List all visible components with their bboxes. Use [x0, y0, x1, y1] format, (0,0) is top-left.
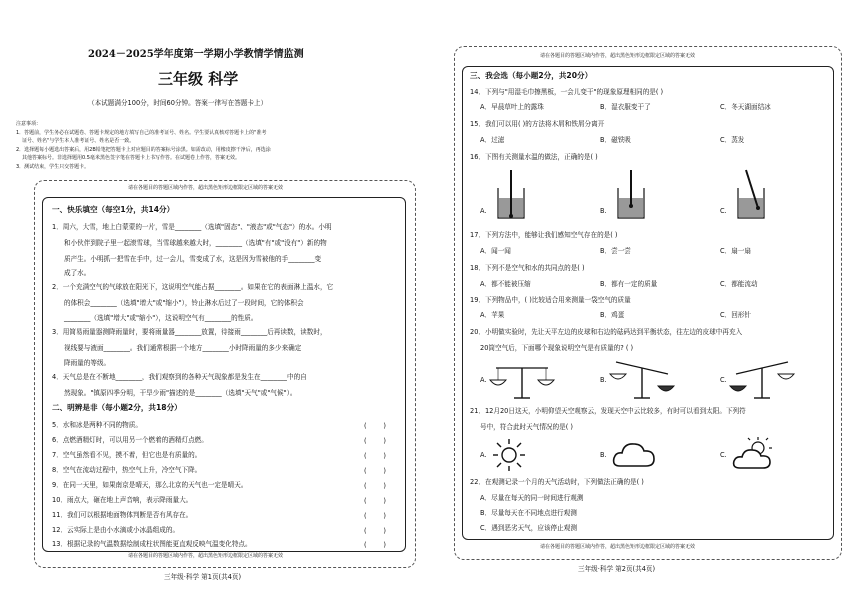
judge-item: 7．空气虽然看不见，摸不着，但它也是有质量的。: [52, 451, 202, 459]
answer-area-footer: 请在各题目的答题区域内作答，超出黑色矩形边框限定区域的答案无效: [540, 544, 696, 550]
fill-line: 的体积会________（选填"增大"或"缩小"），铃止淋水后过了一段时间，它的体积会: [64, 299, 304, 307]
section-3-title: 三、我会选（每小题2分，共20分）: [470, 71, 593, 80]
answer-area-header: 请在各题目的答题区域内作答，超出黑色矩形边框限定区域的答案无效: [540, 53, 696, 59]
fill-line: 4．天气总是在不断地________，我们观察到的各种天气现象都是发生在________中的自: [52, 373, 307, 381]
partly-cloudy-icon: [732, 436, 776, 472]
option-c: C．回形针: [720, 311, 751, 319]
note-line: 3．测试结束，学生只交答题卡。: [16, 164, 90, 170]
answer-paren: ( ): [364, 452, 386, 460]
question-16-stem: 16．下图有关测量水温的做法，正确的是( ): [470, 153, 598, 161]
option-a: A．早晨草叶上的露珠: [480, 103, 544, 111]
balance-scale-icon: [490, 358, 554, 402]
answer-paren: ( ): [364, 527, 386, 535]
section-1-title: 一、快乐填空（每空1分，共14分）: [52, 205, 175, 214]
note-line: 证号、姓名"与学生本人准考证号、姓名是否一致。: [22, 138, 135, 144]
option-a: A．尽量在每天的同一时间进行观测: [480, 494, 584, 502]
answer-paren: ( ): [364, 482, 386, 490]
question-20-stem-cont: 20筒空气后，下面哪个现象说明空气是有质量的? ( ): [480, 344, 634, 352]
option-a: A．过滤: [480, 136, 505, 144]
exam-subtitle: 三年级 科学: [158, 70, 239, 88]
option-b: B．鸡蛋: [600, 311, 625, 319]
exam-page-1: [0, 0, 428, 608]
page-footer: 三年级·科学 第2页(共4页): [578, 565, 656, 573]
option-c: C.: [720, 451, 727, 459]
option-c: C．遇到恶劣天气，应该停止观测: [480, 524, 577, 532]
question-20-stem: 20．小明做实验时，先让天平左边的皮球和右边的砝码达到平衡状态，往左边的皮球中再充入: [470, 328, 743, 336]
question-19-stem: 19．下列物品中，( )比较适合用来测量一袋空气的质量: [470, 296, 631, 304]
option-b: B．湿衣服变干了: [600, 103, 651, 111]
option-a: A.: [480, 451, 487, 459]
option-a: A．苹果: [480, 311, 505, 319]
judge-item: 13．根据记录的气温数据绘制成柱状图能更直观反映气温变化特点。: [52, 540, 252, 548]
option-a: A.: [480, 207, 487, 215]
judge-item: 11．我们可以根据地面物体判断是否有风存在。: [52, 511, 193, 519]
balance-scale-icon: [610, 358, 674, 402]
sun-icon: [492, 438, 526, 472]
page-footer: 三年级·科学 第1页(共4页): [164, 573, 242, 581]
question-17-stem: 17．下列方法中，能够让我们感知空气存在的是( ): [470, 231, 618, 239]
judge-item: 6．点燃酒精灯时，可以用另一个燃着的酒精灯点燃。: [52, 436, 208, 444]
question-18-stem: 18．下列不是空气和水的共同点的是( ): [470, 264, 585, 272]
exam-title: 2024－2025学年度第一学期小学教情学情监测: [88, 49, 304, 60]
option-a: A．都不能被压缩: [480, 280, 531, 288]
answer-paren: ( ): [364, 437, 386, 445]
judge-item: 9．在同一天里，如果南京是晴天，那么北京的天气也一定是晴天。: [52, 481, 248, 489]
question-21-stem: 21．12月20日这天，小明仰望天空观察云，发现天空中云比较多，有时可以看到太阳。下列符: [470, 407, 746, 415]
judge-item: 10．雨点大，砸在地上声音响，表示降雨量大。: [52, 496, 193, 504]
note-line: 2．选择题每小题选出答案后，用2B铅笔把答题卡上对应题目的答案标号涂黑。如需改动，用橡皮擦干净后，再选涂: [16, 147, 271, 153]
fill-line: 1．周六，大雪，地上白蒙蒙的一片，雪是________（选填"固态"、"液态"或"气态"）的水。小明: [52, 223, 332, 231]
option-b: B．都有一定的质量: [600, 280, 658, 288]
answer-paren: ( ): [364, 512, 386, 520]
balance-scale-icon: [730, 358, 794, 402]
note-line: 其他答案标号。非选择题用0.5毫米黑色签字笔在答题卡上书写作答。在试题卷上作答，答案无效。: [22, 155, 240, 161]
answer-paren: ( ): [364, 497, 386, 505]
question-22-stem: 22．在观测记录一个月的天气活动时，下列做法正确的是( ): [470, 478, 644, 486]
fill-line: 成了水。: [64, 269, 91, 277]
exam-info: （本试题满分100分，时间60分钟。答案一律写在答题卡上）: [88, 99, 268, 107]
answer-area-header: 请在各题目的答题区域内作答，超出黑色矩形边框限定区域的答案无效: [128, 185, 284, 191]
exam-page-2: [432, 0, 860, 608]
answer-paren: ( ): [364, 541, 386, 549]
fill-line: 视线要与液面________。我们通常根据一个地方________小时降雨量的多少来确定: [64, 344, 302, 352]
beaker-thermometer-icon: [732, 166, 772, 222]
fill-line: ________（选填"增大"或"缩小"），这说明空气有________的性质。: [64, 314, 258, 322]
judge-item: 12．云实际上是由小水滴或小冰晶组成的。: [52, 526, 180, 534]
option-c: C．都能流动: [720, 280, 758, 288]
fill-line: 2．一个充满空气的气球放在阳光下，这说明空气能占据________。如果在它的表面淋上温水，它: [52, 283, 334, 291]
question-15-stem: 15．我们可以用( )的方法将木屑和铁屑分离开: [470, 120, 605, 128]
option-b: B．磁铁吸: [600, 136, 631, 144]
beaker-thermometer-icon: [612, 166, 652, 222]
answer-paren: ( ): [364, 422, 386, 430]
notes-heading: 注意事项：: [16, 121, 42, 127]
fill-line: 质产生。小明抓一把雪在手中，过一会儿，雪变成了水，这是因为雪被他的手________变: [64, 255, 322, 263]
option-b: B.: [600, 376, 607, 384]
question-21-stem-cont: 号中，符合此时天气情况的是( ): [480, 423, 573, 431]
option-c: C．蒸发: [720, 136, 745, 144]
fill-line: 降雨量的等级。: [64, 359, 111, 367]
option-c: C．扇一扇: [720, 247, 751, 255]
fill-line: 和小伙伴到院子里一起滚雪球，当雪球越来越大时，________（选填"有"或"没有"）新的物: [64, 239, 327, 247]
note-line: 1．答题前，学生务必在试题卷、答题卡规定的地方填写自己的准考证号、姓名。学生要认真核对答题卡上的"准考: [16, 130, 267, 136]
fill-line: 然现象。"镇原四季分明，干旱少雨"描述的是________（选填"天气"或"气候"）。: [64, 389, 297, 397]
judge-item: 5．水和冰是两种不同的物质。: [52, 421, 142, 429]
beaker-thermometer-icon: [492, 166, 532, 222]
answer-area-footer: 请在各题目的答题区域内作答，超出黑色矩形边框限定区域的答案无效: [128, 553, 284, 559]
option-a: A．闻一闻: [480, 247, 511, 255]
option-a: A.: [480, 376, 487, 384]
option-b: B.: [600, 207, 607, 215]
option-b: B．尽量每天在不同地点进行观测: [480, 509, 577, 517]
question-14-stem: 14．下列与"用湿毛巾擦黑板，一会儿变干"的现象原理相同的是( ): [470, 88, 664, 96]
answer-paren: ( ): [364, 467, 386, 475]
option-c: C．冬天湖面结冰: [720, 103, 771, 111]
cloudy-icon: [612, 438, 656, 470]
option-c: C.: [720, 376, 727, 384]
section-2-title: 二、明辨是非（每小题2分，共18分）: [52, 403, 182, 412]
option-b: B.: [600, 451, 607, 459]
judge-item: 8．空气在流动过程中，热空气上升，冷空气下降。: [52, 466, 202, 474]
option-c: C.: [720, 207, 727, 215]
option-b: B．尝一尝: [600, 247, 631, 255]
fill-line: 3．用简易雨量器测降雨量时，要将雨量器________放置，待接雨________后再读数，读数时，: [52, 328, 327, 336]
